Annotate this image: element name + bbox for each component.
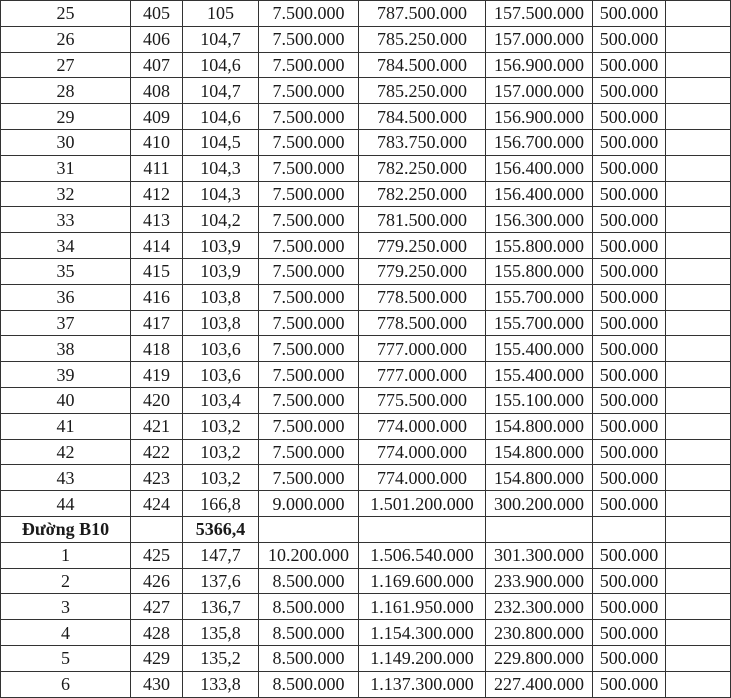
table-cell: 103,2 (183, 465, 259, 491)
table-cell: 423 (131, 465, 183, 491)
table-row (1, 362, 731, 388)
table-cell: 428 (131, 620, 183, 646)
table-cell: 154.800.000 (486, 413, 593, 439)
table-cell: 7.500.000 (259, 1, 359, 27)
table-row (1, 233, 731, 259)
table-row (1, 413, 731, 439)
table-cell: 155.700.000 (486, 310, 593, 336)
section-header-row (1, 516, 731, 542)
table-cell: 103,2 (183, 413, 259, 439)
table-cell: 103,9 (183, 233, 259, 259)
table-cell: 410 (131, 129, 183, 155)
table-cell: 7.500.000 (259, 233, 359, 259)
table-cell: 7.500.000 (259, 387, 359, 413)
table-cell: 782.250.000 (359, 181, 486, 207)
table-cell: 779.250.000 (359, 233, 486, 259)
table-cell: 104,3 (183, 155, 259, 181)
table-cell: 156.700.000 (486, 129, 593, 155)
table-cell: 774.000.000 (359, 413, 486, 439)
table-row (1, 207, 731, 233)
table-cell: 8.500.000 (259, 671, 359, 697)
table-row (1, 284, 731, 310)
table-cell (666, 413, 731, 439)
table-cell: 7.500.000 (259, 465, 359, 491)
table-cell: 1.501.200.000 (359, 491, 486, 517)
table-cell: 230.800.000 (486, 620, 593, 646)
table-cell (666, 258, 731, 284)
table-cell (666, 207, 731, 233)
table-cell: 429 (131, 645, 183, 671)
table-cell: 500.000 (593, 104, 666, 130)
table-row (1, 568, 731, 594)
table-cell: 154.800.000 (486, 465, 593, 491)
table-cell (666, 155, 731, 181)
table-cell: 155.400.000 (486, 362, 593, 388)
table-cell: 5366,4 (183, 516, 259, 542)
table-cell: 774.000.000 (359, 439, 486, 465)
table-cell: 135,2 (183, 645, 259, 671)
table-cell: 38 (1, 336, 131, 362)
table-cell: 8.500.000 (259, 568, 359, 594)
table-cell: 405 (131, 1, 183, 27)
table-cell: 500.000 (593, 258, 666, 284)
table-cell: 500.000 (593, 1, 666, 27)
table-cell: 156.400.000 (486, 181, 593, 207)
table-cell: 105 (183, 1, 259, 27)
table-cell (666, 181, 731, 207)
table-cell: 7.500.000 (259, 129, 359, 155)
table-cell: 411 (131, 155, 183, 181)
table-cell: 412 (131, 181, 183, 207)
table-cell: 784.500.000 (359, 52, 486, 78)
table-cell: 8.500.000 (259, 645, 359, 671)
table-cell: 33 (1, 207, 131, 233)
table-cell: 419 (131, 362, 183, 388)
table-cell (666, 104, 731, 130)
table-cell: 3 (1, 594, 131, 620)
table-cell: 1.137.300.000 (359, 671, 486, 697)
table-cell: 103,6 (183, 362, 259, 388)
table-cell: 500.000 (593, 542, 666, 568)
table-cell: 777.000.000 (359, 336, 486, 362)
table-cell: 27 (1, 52, 131, 78)
table-cell: 783.750.000 (359, 129, 486, 155)
table-cell: 155.700.000 (486, 284, 593, 310)
table-cell (666, 233, 731, 259)
table-cell: 4 (1, 620, 131, 646)
table-cell (666, 465, 731, 491)
table-cell: 39 (1, 362, 131, 388)
table-cell (666, 26, 731, 52)
table-cell: 104,6 (183, 52, 259, 78)
table-cell (131, 516, 183, 542)
table-cell: 104,7 (183, 78, 259, 104)
table-cell: 156.300.000 (486, 207, 593, 233)
table-cell: 7.500.000 (259, 413, 359, 439)
table-cell: 32 (1, 181, 131, 207)
table-row (1, 645, 731, 671)
table-cell: 28 (1, 78, 131, 104)
table-cell: 35 (1, 258, 131, 284)
table-row (1, 104, 731, 130)
table-cell: 500.000 (593, 465, 666, 491)
table-cell: 1.149.200.000 (359, 645, 486, 671)
table-cell: 417 (131, 310, 183, 336)
table-cell: 9.000.000 (259, 491, 359, 517)
table-cell: 2 (1, 568, 131, 594)
table-row (1, 258, 731, 284)
table-cell: 425 (131, 542, 183, 568)
table-row (1, 387, 731, 413)
table-cell: 36 (1, 284, 131, 310)
table-cell: 7.500.000 (259, 26, 359, 52)
table-cell: 103,8 (183, 284, 259, 310)
table-cell: 500.000 (593, 620, 666, 646)
table-cell: 413 (131, 207, 183, 233)
table-cell: 229.800.000 (486, 645, 593, 671)
table-cell: 778.500.000 (359, 310, 486, 336)
table-cell: 103,8 (183, 310, 259, 336)
table-cell: 500.000 (593, 26, 666, 52)
table-cell: 31 (1, 155, 131, 181)
table-cell: 500.000 (593, 52, 666, 78)
table-cell: 7.500.000 (259, 78, 359, 104)
table-cell: 227.400.000 (486, 671, 593, 697)
table-cell: 7.500.000 (259, 310, 359, 336)
table-cell: 7.500.000 (259, 362, 359, 388)
table-cell: 40 (1, 387, 131, 413)
table-cell: 500.000 (593, 310, 666, 336)
table-cell: 155.800.000 (486, 233, 593, 259)
table-cell: 34 (1, 233, 131, 259)
table-cell: 135,8 (183, 620, 259, 646)
table-cell: 408 (131, 78, 183, 104)
table-cell: 414 (131, 233, 183, 259)
table-row (1, 465, 731, 491)
table-cell (666, 594, 731, 620)
table-cell: 779.250.000 (359, 258, 486, 284)
table-cell (666, 78, 731, 104)
table-cell: 104,7 (183, 26, 259, 52)
table-cell (666, 568, 731, 594)
table-row (1, 491, 731, 517)
table-cell: 500.000 (593, 568, 666, 594)
table-cell (666, 310, 731, 336)
table-cell: 424 (131, 491, 183, 517)
table-cell: 25 (1, 1, 131, 27)
table-cell: 301.300.000 (486, 542, 593, 568)
table-cell: 1.506.540.000 (359, 542, 486, 568)
table-cell: 416 (131, 284, 183, 310)
table-cell: 30 (1, 129, 131, 155)
table-cell: 777.000.000 (359, 362, 486, 388)
table-row (1, 129, 731, 155)
table-cell: 103,2 (183, 439, 259, 465)
table-row (1, 336, 731, 362)
table-cell: 420 (131, 387, 183, 413)
table-cell: 7.500.000 (259, 155, 359, 181)
table-cell: 7.500.000 (259, 104, 359, 130)
table-cell (666, 516, 731, 542)
table-row (1, 1, 731, 27)
table-cell: 500.000 (593, 362, 666, 388)
table-cell: 157.000.000 (486, 26, 593, 52)
table-cell: 775.500.000 (359, 387, 486, 413)
table-cell: 26 (1, 26, 131, 52)
table-cell: 147,7 (183, 542, 259, 568)
table-cell: 7.500.000 (259, 52, 359, 78)
table-cell: 782.250.000 (359, 155, 486, 181)
table-cell: 29 (1, 104, 131, 130)
table-cell (486, 516, 593, 542)
table-cell: 415 (131, 258, 183, 284)
table-cell: 7.500.000 (259, 258, 359, 284)
table-cell: 500.000 (593, 387, 666, 413)
table-cell: 5 (1, 645, 131, 671)
table-cell: 103,4 (183, 387, 259, 413)
table-cell: 787.500.000 (359, 1, 486, 27)
table-cell: 500.000 (593, 181, 666, 207)
table-row (1, 542, 731, 568)
table-cell: 422 (131, 439, 183, 465)
table-cell (666, 129, 731, 155)
table-cell (593, 516, 666, 542)
table-cell: 133,8 (183, 671, 259, 697)
table-cell: 500.000 (593, 671, 666, 697)
table-cell: 103,9 (183, 258, 259, 284)
table-cell: 785.250.000 (359, 26, 486, 52)
table-cell: 8.500.000 (259, 620, 359, 646)
table-cell (666, 284, 731, 310)
table-cell (666, 387, 731, 413)
table-row (1, 181, 731, 207)
table-cell (666, 52, 731, 78)
table-cell: 156.900.000 (486, 52, 593, 78)
table-row (1, 671, 731, 697)
table-cell (666, 491, 731, 517)
table-cell (259, 516, 359, 542)
table-cell: 43 (1, 465, 131, 491)
table-cell (666, 645, 731, 671)
table-cell: 500.000 (593, 491, 666, 517)
table-cell: 7.500.000 (259, 207, 359, 233)
table-row (1, 52, 731, 78)
table-cell (666, 542, 731, 568)
table-cell: 104,3 (183, 181, 259, 207)
table-cell: 1.169.600.000 (359, 568, 486, 594)
table-cell: 500.000 (593, 439, 666, 465)
table-cell: 157.500.000 (486, 1, 593, 27)
table-cell: 104,2 (183, 207, 259, 233)
table-cell: 7.500.000 (259, 181, 359, 207)
table-cell: 233.900.000 (486, 568, 593, 594)
table-cell: 1.161.950.000 (359, 594, 486, 620)
table-cell: 1 (1, 542, 131, 568)
table-cell: 136,7 (183, 594, 259, 620)
table-cell: 155.800.000 (486, 258, 593, 284)
table-row (1, 155, 731, 181)
table-row (1, 620, 731, 646)
table-cell (666, 1, 731, 27)
table-cell: 8.500.000 (259, 594, 359, 620)
table-cell: 7.500.000 (259, 284, 359, 310)
table-cell: 155.100.000 (486, 387, 593, 413)
table-cell: 1.154.300.000 (359, 620, 486, 646)
table-cell: 7.500.000 (259, 336, 359, 362)
table-cell: 6 (1, 671, 131, 697)
table-cell: 37 (1, 310, 131, 336)
table-cell: Đường B10 (1, 516, 131, 542)
table-cell: 407 (131, 52, 183, 78)
table-cell: 154.800.000 (486, 439, 593, 465)
table-cell: 500.000 (593, 233, 666, 259)
table-cell: 426 (131, 568, 183, 594)
table-cell: 778.500.000 (359, 284, 486, 310)
table-cell: 430 (131, 671, 183, 697)
table-cell: 427 (131, 594, 183, 620)
table-cell: 500.000 (593, 413, 666, 439)
table-cell (666, 620, 731, 646)
table-cell: 421 (131, 413, 183, 439)
table-cell: 500.000 (593, 336, 666, 362)
price-table-body (1, 1, 731, 698)
table-row (1, 78, 731, 104)
table-cell: 500.000 (593, 207, 666, 233)
table-cell (359, 516, 486, 542)
table-cell: 42 (1, 439, 131, 465)
table-cell: 500.000 (593, 594, 666, 620)
table-cell: 44 (1, 491, 131, 517)
table-cell: 104,5 (183, 129, 259, 155)
table-cell: 774.000.000 (359, 465, 486, 491)
table-cell (666, 362, 731, 388)
table-cell: 300.200.000 (486, 491, 593, 517)
table-cell: 418 (131, 336, 183, 362)
table-cell: 10.200.000 (259, 542, 359, 568)
table-cell: 785.250.000 (359, 78, 486, 104)
table-cell: 784.500.000 (359, 104, 486, 130)
table-cell: 103,6 (183, 336, 259, 362)
table-cell: 166,8 (183, 491, 259, 517)
table-cell: 500.000 (593, 78, 666, 104)
table-cell (666, 439, 731, 465)
table-cell (666, 336, 731, 362)
table-cell: 156.900.000 (486, 104, 593, 130)
table-cell (666, 671, 731, 697)
table-cell: 156.400.000 (486, 155, 593, 181)
table-cell: 500.000 (593, 129, 666, 155)
table-cell: 7.500.000 (259, 439, 359, 465)
table-cell: 104,6 (183, 104, 259, 130)
table-row (1, 26, 731, 52)
table-row (1, 594, 731, 620)
table-cell: 155.400.000 (486, 336, 593, 362)
table-cell: 781.500.000 (359, 207, 486, 233)
table-row (1, 310, 731, 336)
table-cell: 41 (1, 413, 131, 439)
table-row (1, 439, 731, 465)
table-cell: 500.000 (593, 284, 666, 310)
table-cell: 406 (131, 26, 183, 52)
table-cell: 137,6 (183, 568, 259, 594)
table-cell: 500.000 (593, 645, 666, 671)
table-cell: 232.300.000 (486, 594, 593, 620)
table-cell: 500.000 (593, 155, 666, 181)
table-cell: 157.000.000 (486, 78, 593, 104)
table-cell: 409 (131, 104, 183, 130)
